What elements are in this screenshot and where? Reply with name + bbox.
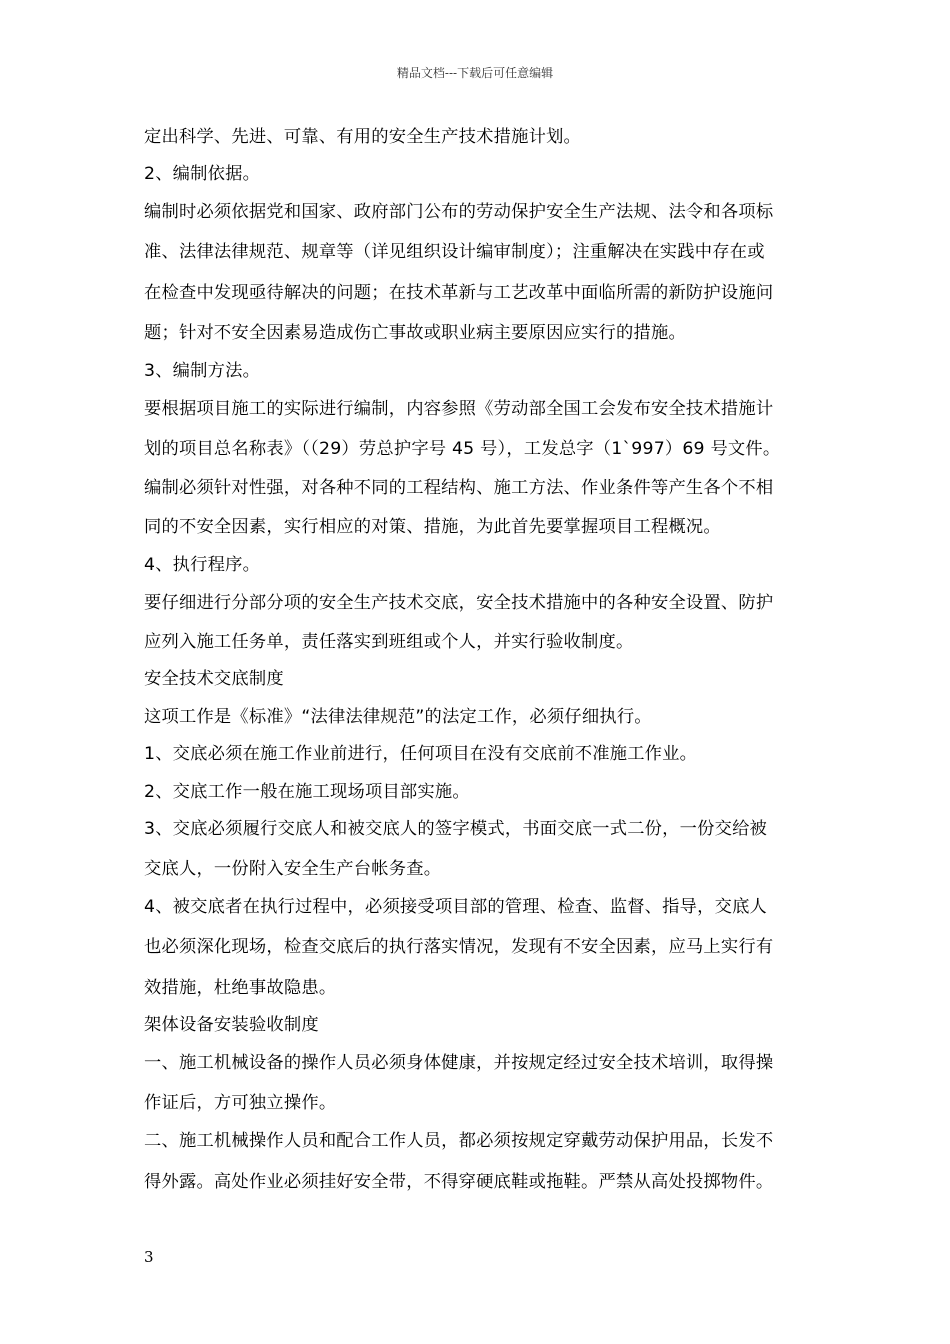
text-line: 这项工作是《标准》“法律法律规范”的法定工作，必须仔细执行。 [144,707,652,727]
section-title: 架体设备安装验收制度 [144,1015,319,1035]
text-line: 在检查中发现亟待解决的问题；在技术革新与工艺改革中面临所需的新防护设施问 [144,283,774,303]
text-line: 2、编制依据。 [144,164,261,184]
section-title: 安全技术交底制度 [144,669,284,689]
text-line: 要仔细进行分部分项的安全生产技术交底，安全技术措施中的各种安全设置、防护 [144,593,774,613]
text-line: 题；针对不安全因素易造成伤亡事故或职业病主要原因应实行的措施。 [144,323,686,343]
text-line: 一、施工机械设备的操作人员必须身体健康，并按规定经过安全技术培训，取得操 [144,1053,774,1073]
text-line: 效措施，杜绝事故隐患。 [144,978,337,998]
text-line: 划的项目总名称表》（（29）劳总护字号 45 号），工发总字（1`997）69 号文件。 [144,439,781,459]
text-line: 二、施工机械操作人员和配合工作人员，都必须按规定穿戴劳动保护用品，长发不 [144,1131,774,1151]
text-line: 4、被交底者在执行过程中，必须接受项目部的管理、检查、监督、指导，交底人 [144,897,768,917]
text-line: 同的不安全因素，实行相应的对策、措施，为此首先要掌握项目工程概况。 [144,517,721,537]
text-line: 2、交底工作一般在施工现场项目部实施。 [144,782,470,802]
text-line: 交底人，一份附入安全生产台帐务查。 [144,859,442,879]
text-line: 得外露。高处作业必须挂好安全带，不得穿硬底鞋或拖鞋。严禁从高处投掷物件。 [144,1172,774,1192]
text-line: 应列入施工任务单，责任落实到班组或个人，并实行验收制度。 [144,632,634,652]
page-number: 3 [144,1248,154,1266]
text-line: 1、交底必须在施工作业前进行，任何项目在没有交底前不准施工作业。 [144,744,698,764]
text-line: 3、编制方法。 [144,361,261,381]
page-header: 精品文档---下载后可任意编辑 [396,66,554,80]
text-line: 编制时必须依据党和国家、政府部门公布的劳动保护安全生产法规、法令和各项标 [144,202,774,222]
text-line: 作证后，方可独立操作。 [144,1093,337,1113]
text-line: 4、执行程序。 [144,555,261,575]
text-line: 3、交底必须履行交底人和被交底人的签字模式，书面交底一式二份，一份交给被 [144,819,768,839]
text-line: 准、法律法律规范、规章等（详见组织设计编审制度）；注重解决在实践中存在或 [144,242,765,262]
text-line: 编制必须针对性强，对各种不同的工程结构、施工方法、作业条件等产生各个不相 [144,478,774,498]
text-line: 也必须深化现场，检查交底后的执行落实情况，发现有不安全因素，应马上实行有 [144,937,774,957]
text-line: 要根据项目施工的实际进行编制，内容参照《劳动部全国工会发布安全技术措施计 [144,399,774,419]
text-line: 定出科学、先进、可靠、有用的安全生产技术措施计划。 [144,127,582,147]
